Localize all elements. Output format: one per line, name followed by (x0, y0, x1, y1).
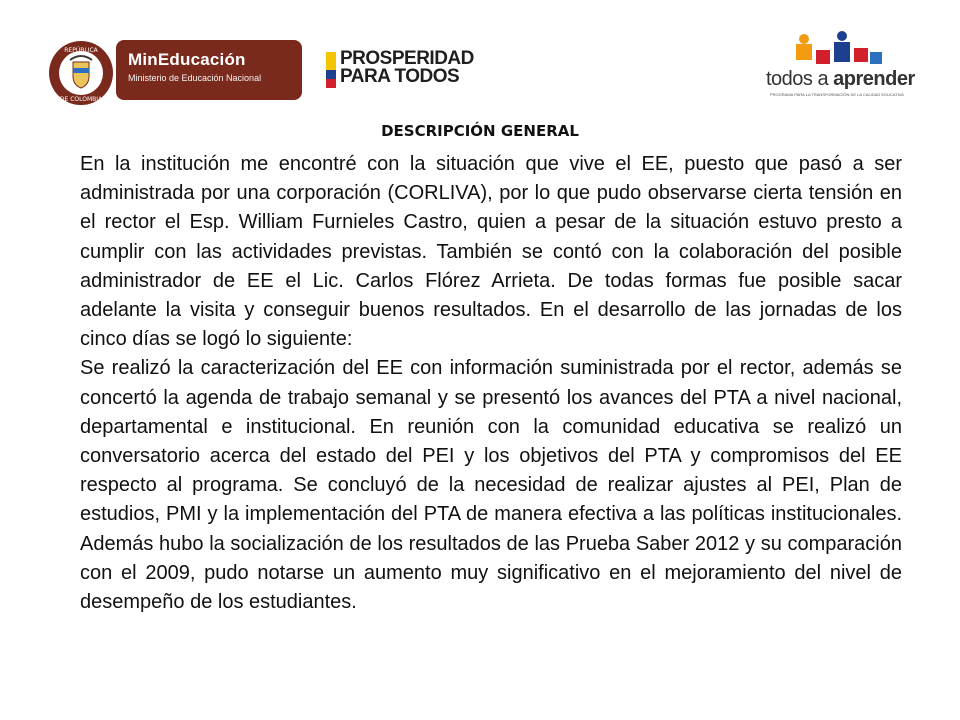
mineducacion-subtitle: Ministerio de Educación Nacional (128, 73, 262, 83)
todos-a-aprender-blocks-icon (790, 30, 890, 70)
todos-a-aprender-prefix: todos a (766, 68, 834, 90)
paragraph-2: Se realizó la caracterización del EE con información suministrada por el rector, además se concertó la agenda de trabajo semanal y se presentó los avances del PTA a nivel nacional, departamental e institucional. En reunión con la comunidad educativa se realizó un conversatorio acerca del estado del PEI y los objetivos del PTA y compromisos del EE respecto al programa. Se concluyó de la necesidad de realizar ajustes al PEI, Plan de estudios, PMI y la implementación del PTA de manera efectiva a las políticas institucionales. Además hubo la socialización de los resultados de las Prueba Saber 2012 y su comparación con el 2009, pudo notarse un aumento muy significativo en el mejoramiento del nivel de desempeño de los estudiantes. (80, 357, 902, 614)
body-text (80, 150, 902, 617)
shield-bottom-text: DE COLOMBIA (59, 96, 103, 103)
shield-top-text: REPÚBLICA (64, 47, 98, 54)
paragraph-1: En la institución me encontré con la situación que vive el EE, puesto que pasó a ser administrada por una corporación (CORLIVA), por lo que pudo observarse cierta tensión en el rector el Esp. William Furnieles Castro, quien a pesar de la situación estuvo presto a cumplir con las actividades previstas. También se contó con la colaboración del posible administrador de EE el Lic. Carlos Flórez Arrieta. De todas formas fue posible sacar adelante la visita y conseguir buenos resultados. En el desarrollo de las jornadas de los cinco días se logó lo siguiente: (80, 153, 902, 351)
logo-bar (0, 0, 960, 120)
colombia-shield-logo (48, 40, 114, 106)
todos-a-aprender-bold: aprender (833, 68, 915, 90)
page-title: DESCRIPCIÓN GENERAL (381, 122, 579, 140)
prosperidad-line2: PARA TODOS (340, 66, 460, 87)
todos-a-aprender-logo (766, 68, 926, 91)
todos-a-aprender-tagline: PROGRAMA PARA LA TRANSFORMACIÓN DE LA CALIDAD EDUCATIVA (770, 92, 904, 97)
colombia-flag-icon (326, 52, 336, 88)
prosperidad-logo (340, 50, 500, 86)
mineducacion-logo (116, 40, 302, 100)
prosperidad-line1: PROSPERIDAD (340, 48, 474, 69)
mineducacion-name: MinEducación (128, 50, 246, 69)
